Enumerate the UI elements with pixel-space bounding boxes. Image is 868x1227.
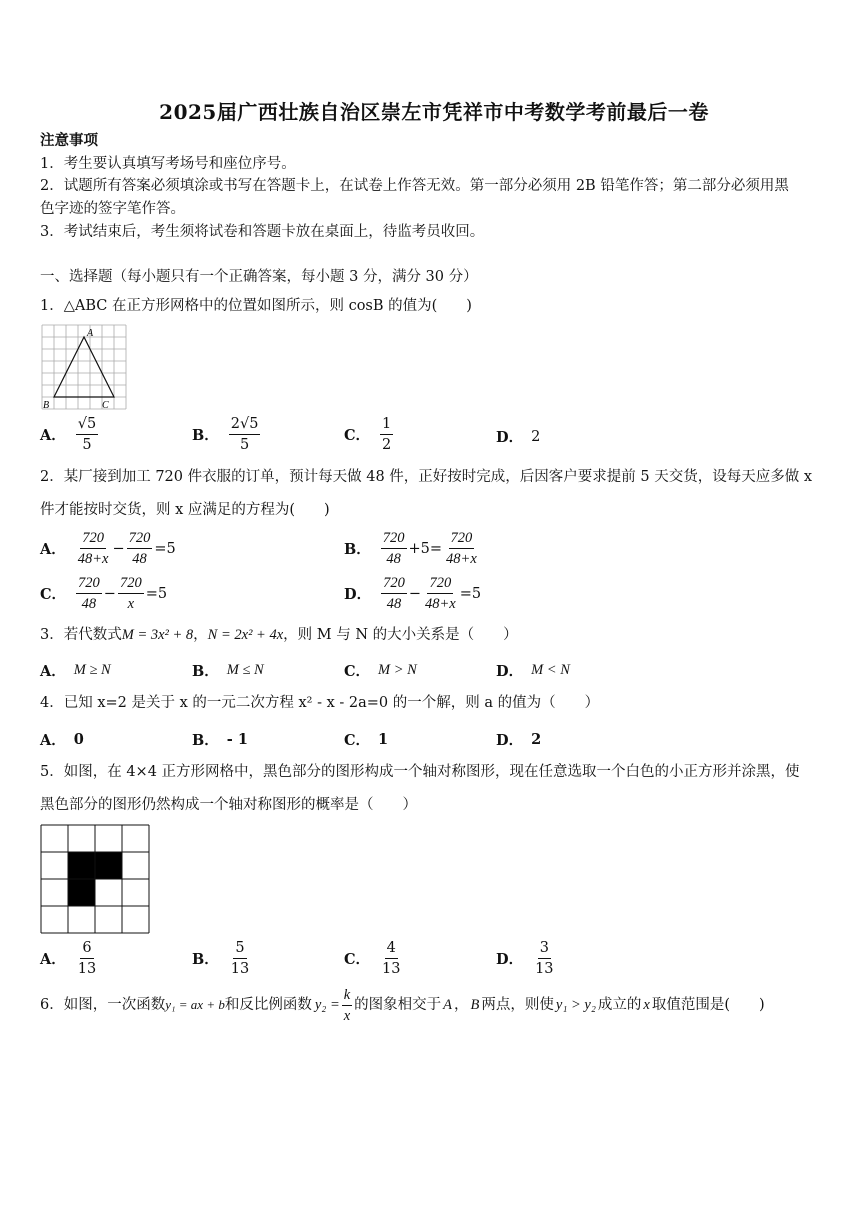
- option-label: D．: [496, 951, 524, 968]
- fraction: $\frac{4}{13}$: [382, 940, 401, 977]
- operator: −: [408, 585, 421, 602]
- black-cell: [68, 879, 95, 906]
- q5-stem-line2: 黑色部分的图形仍然构成一个轴对称图形的概率是（ ）: [40, 797, 417, 813]
- q2-option-d[interactable]: [344, 573, 481, 614]
- option-label: B．: [344, 541, 371, 558]
- q1-option-a[interactable]: [40, 414, 100, 455]
- q3-option-d[interactable]: [496, 660, 570, 681]
- option-label: D．: [496, 732, 524, 749]
- section-heading: 一、选择题（每小题只有一个正确答案，每小题 3 分，满分 30 分）: [40, 269, 478, 285]
- q5-option-a[interactable]: [40, 938, 100, 979]
- option-label: C．: [344, 427, 371, 444]
- option-label: D．: [496, 429, 524, 446]
- option-value: 2: [531, 428, 541, 445]
- option-label: A．: [40, 663, 66, 680]
- fraction: $\frac{720}{48+x}$: [77, 530, 109, 567]
- triangle-abc: [54, 337, 114, 397]
- option-label: A．: [40, 541, 66, 558]
- fraction: $\frac{3}{13}$: [535, 940, 554, 977]
- operator: −: [103, 585, 116, 602]
- fraction: $\frac{720}{48}$: [128, 530, 151, 567]
- fraction: $\frac{5}{13}$: [230, 940, 250, 977]
- fraction: $\frac{720}{48}$: [78, 575, 100, 612]
- operator: +5=: [408, 540, 443, 557]
- q2-stem-line2: 件才能按时交货，则 x 应满足的方程为( ): [40, 502, 330, 518]
- q4-option-c[interactable]: [344, 729, 388, 750]
- notice-heading: 注意事项: [40, 132, 98, 149]
- expr-m: M = 3x² + 8: [121, 627, 194, 643]
- expr-n: N = 2x² + 4x: [207, 627, 284, 643]
- q5-grid-figure: [40, 824, 152, 934]
- option-label: C．: [40, 586, 67, 603]
- option-value: - 1: [226, 731, 248, 748]
- q3-option-a[interactable]: [40, 660, 111, 681]
- q5-option-c[interactable]: [344, 938, 405, 979]
- option-label: A．: [40, 427, 66, 444]
- notice-item-3: 3．考试结束后，考生须将试卷和答题卡放在桌面上，待监考员收回。: [40, 224, 485, 240]
- fraction: $\frac{2√5}{5}$: [230, 416, 259, 453]
- fraction: $\frac{1}{2}$: [382, 416, 392, 453]
- vertex-c-label: C: [102, 400, 109, 411]
- rhs: =5: [145, 585, 168, 602]
- q6-stem: 6．如图，一次函数 y₁ = ax + b 和反比例函数 y₂ = $\frac{k}{x}$ 的图象相交于 A ， B 两点，则使 y₁ > y₂ 成立的 x 取值范围是( ): [40, 986, 765, 1024]
- fraction: $\frac{√5}{5}$: [77, 416, 97, 453]
- point-a: A: [443, 997, 453, 1013]
- q4-stem: 4．已知 x=2 是关于 x 的一元二次方程 x² - x - 2a=0 的一个解，则 a 的值为（ ）: [40, 695, 600, 711]
- q2-stem-line1: 2．某厂接到加工 720 件衣服的订单，预计每天做 48 件，正好按时完成，后因客户要求提前 5 天交货，设每天应多做 x: [40, 469, 813, 485]
- fraction: $\frac{720}{48}$: [383, 575, 405, 612]
- q1-triangle-figure: [40, 323, 130, 411]
- q3-stem: 3．若代数式M = 3x² + 8，N = 2x² + 4x，则 M 与 N 的大小关系是（ ）: [40, 627, 518, 643]
- option-label: B．: [192, 663, 219, 680]
- option-value: M > N: [378, 662, 417, 678]
- notice-item-2: 2．试题所有答案必须填涂或书写在答题卡上，在试卷上作答无效。第一部分必须用 2B 铅笔作答；第二部分必须用黑: [40, 178, 789, 194]
- fraction: $\frac{720}{48+x}$: [446, 530, 477, 567]
- option-label: D．: [496, 663, 524, 680]
- q3-option-c[interactable]: [344, 660, 417, 681]
- option-label: C．: [344, 951, 371, 968]
- expr-inequality: y₁ > y₂: [555, 997, 596, 1013]
- option-value: M ≥ N: [73, 662, 111, 678]
- option-value: 2: [531, 731, 542, 748]
- var-x: x: [643, 997, 650, 1013]
- q1-option-b[interactable]: [192, 414, 262, 455]
- q1-stem: 1．△ABC 在正方形网格中的位置如图所示，则 cosB 的值为( ): [40, 298, 472, 314]
- q2-option-a[interactable]: [40, 528, 176, 569]
- option-label: B．: [192, 732, 219, 749]
- fraction-k-over-x: $\frac{k}{x}$: [343, 986, 351, 1024]
- q4-option-b[interactable]: [192, 729, 248, 750]
- fraction: $\frac{6}{13}$: [77, 940, 97, 977]
- option-value: M ≤ N: [226, 662, 264, 678]
- option-value: 0: [73, 731, 84, 748]
- fraction: $\frac{720}{x}$: [119, 575, 142, 612]
- q4-option-d[interactable]: [496, 729, 541, 750]
- q5-stem-line1: 5．如图，在 4×4 正方形网格中，黑色部分的图形构成一个轴对称图形，现在任意选取一个白色的小正方形并涂黑，使: [40, 764, 800, 780]
- rhs: =5: [154, 540, 176, 557]
- option-label: D．: [344, 586, 372, 603]
- q2-option-b[interactable]: [344, 528, 481, 569]
- fraction: $\frac{720}{48+x}$: [424, 575, 456, 612]
- option-label: B．: [192, 951, 219, 968]
- option-label: C．: [344, 663, 371, 680]
- expr-y2-lhs: y₂ =: [314, 997, 340, 1013]
- q5-option-b[interactable]: [192, 938, 253, 979]
- page-title: 2025届广西壮族自治区崇左市凭祥市中考数学考前最后一卷: [159, 100, 709, 124]
- option-label: A．: [40, 732, 66, 749]
- fraction: $\frac{720}{48}$: [382, 530, 405, 567]
- q1-option-d[interactable]: [496, 426, 540, 447]
- option-label: A．: [40, 951, 66, 968]
- option-value: M < N: [531, 662, 570, 678]
- q4-option-a[interactable]: [40, 729, 84, 750]
- q1-option-c[interactable]: [344, 414, 395, 455]
- expr-y1: y₁ = ax + b: [165, 997, 225, 1012]
- notice-item-1: 1．考生要认真填写考场号和座位序号。: [40, 156, 296, 172]
- vertex-a-label: A: [87, 328, 94, 339]
- vertex-b-label: B: [43, 400, 50, 411]
- option-label: C．: [344, 732, 371, 749]
- option-value: 1: [378, 731, 389, 748]
- operator: −: [112, 540, 125, 557]
- q5-option-d[interactable]: [496, 938, 558, 979]
- q3-option-b[interactable]: [192, 660, 264, 681]
- point-b: B: [470, 997, 480, 1013]
- q2-option-c[interactable]: [40, 573, 167, 614]
- option-label: B．: [192, 427, 219, 444]
- rhs: =5: [459, 585, 482, 602]
- notice-item-2-cont: 色字迹的签字笔作答。: [40, 201, 185, 217]
